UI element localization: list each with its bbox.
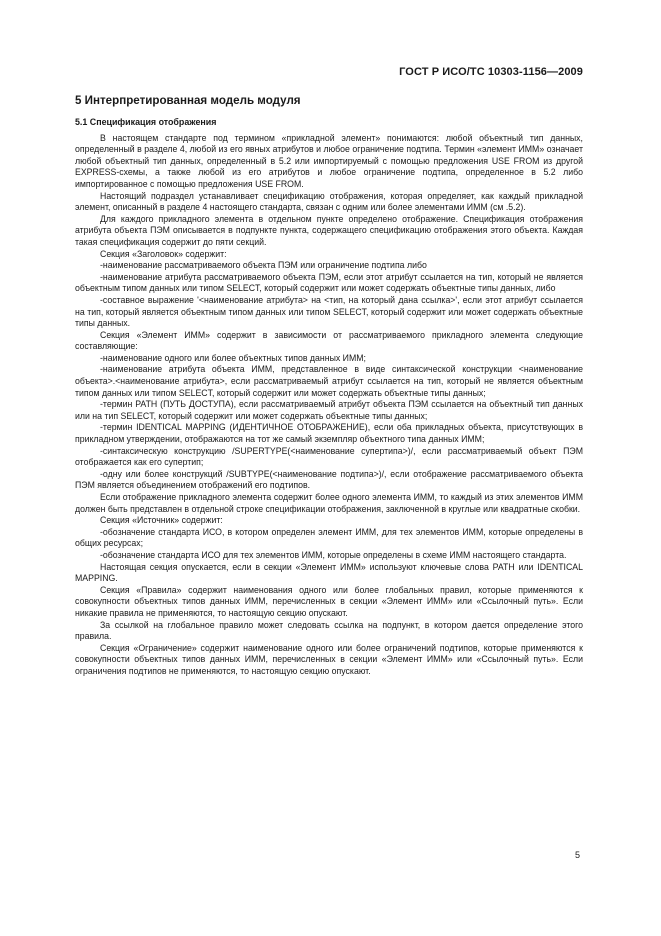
list-dash: - [100,260,103,271]
paragraph: Секция «Элемент ИММ» содержит в зависимости от рассматриваемого прикладного элемента следующие составляющие: [75,329,583,352]
paragraph: Секция «Ограничение» содержит наименование одного или более ограничений подтипов, которые применяются к совокупности объектных типов данных ИММ, перечисленных в секции «Элемент ИММ» или «Ссылочный путь». Если ограничения подтипов не применяются, то настоящую секцию опускают. [75,642,583,676]
paragraph: Для каждого прикладного элемента в отдельном пункте определено отображение. Спецификация отображения атрибута объекта ПЭМ описывается в подпункте пункта, содержащего спецификацию отображения этого объекта. Каждая такая спецификация содержит до пяти секций. [75,213,583,247]
list-dash: - [100,352,103,363]
list-item: -синтаксическую конструкцию /SUPERTYPE(<наименование супертипа>)/, если рассматриваемый объект ПЭМ отображается как его супертип; [75,445,583,468]
page-number: 5 [574,850,580,860]
paragraph: Секция «Заголовок» содержит: [100,248,227,259]
list-dash: - [100,399,103,410]
section-title: 5 Интерпретированная модель модуля [75,94,301,107]
paragraph: Если отображение прикладного элемента содержит более одного элемента ИММ, то каждый из этих элементов ИММ должен быть представлен в отдельной строке спецификации отображения, заключенной в круглые или квадратные скобки. [75,492,583,514]
document-header: ГОСТ Р ИСО/ТС 10303-1156—2009 [399,66,583,78]
list-dash: - [100,468,103,479]
list-item: -наименование рассматриваемого объекта ПЭМ или ограничение подтипа либо [100,260,427,271]
list-item: -обозначение стандарта ИСО для тех элементов ИММ, которые определены в схеме ИММ настоящего стандарта. [100,549,567,560]
list-item: -термин PATH (ПУТЬ ДОСТУПА), если рассматриваемый атрибут объекта ПЭМ ссылается на объектный тип данных или на тип SELECT, который содержит или может содержать объектные типы данных; [75,399,583,421]
list-item: -обозначение стандарта ИСО, в котором определен элемент ИММ, для тех элементов ИММ, которые определены в общих ресурсах; [75,526,583,549]
list-item: -одну или более конструкций /SUBTYPE(<наименование подтипа>)/, если отображение рассматриваемого объекта ПЭМ является объединением отображений его подтипов. [75,468,583,491]
list-item: -составное выражение '<наименование атрибута> на <тип, на который дана ссылка>', если этот атрибут ссылается на тип, который является объектным типом данных или типом SELECT, который содержит или может содержать объектные типы данных. [75,294,583,329]
list-item: -термин IDENTICAL MAPPING (ИДЕНТИЧНОЕ ОТОБРАЖЕНИЕ), если оба прикладных объекта, присутствующих в прикладном утверждении, отображаются на тот же самый экземпляр объектного типа данных ИММ; [75,422,583,445]
list-dash: - [100,445,103,456]
paragraph: За ссылкой на глобальное правило может следовать ссылка на подпункт, в котором дается определение этого правила. [75,619,583,642]
list-item: -наименование одного или более объектных типов данных ИММ; [100,352,366,363]
list-item: -наименование атрибута рассматриваемого объекта ПЭМ, если этот атрибут ссылается на тип, который не является объектным типом данных или типом SELECT, который содержит или может содержать объектные типы данных, либо [75,271,583,294]
list-dash: - [100,294,103,305]
paragraph: Секция «Правила» содержит наименования одного или более глобальных правил, которые применяются к совокупности объектных типов данных ИММ, перечисленных в секции «Элемент ИММ» или «Ссылочный путь». Если никакие правила не применяются, то настоящую секцию опускают. [75,584,583,618]
paragraph: Секция «Источник» содержит: [100,515,223,526]
list-dash: - [100,422,103,433]
paragraph: Настоящая секция опускается, если в секции «Элемент ИММ» используют ключевые слова PATH или IDENTICAL MAPPING. [75,561,583,584]
list-dash: - [100,526,103,537]
list-item: -наименование атрибута объекта ИММ, представленное в виде синтаксической конструкции <наименование объекта>.<наименование атрибута>, если рассматриваемый атрибут ссылается на тип, который не является объектным типом данных или типом SELECT, который содержит или может содержать объектные типы данных; [75,364,583,398]
paragraph: В настоящем стандарте под термином «прикладной элемент» понимаются: любой объектный тип данных, определенный в разделе 4, любой из его явных атрибутов и любое ограничение подтипа. Термин «элемент ИММ» означает любой объектный тип данных, определенный в 5.2 или импортируемый с помощью предложения USE FROM из другой EXPRESS-схемы, а также любой из его атрибутов и любое ограничение подтипа, определенное в 5.2 либо импортированное с помощью предложения USE FROM. [75,132,583,189]
list-dash: - [100,364,103,375]
paragraph: Настоящий подраздел устанавливает спецификацию отображения, которая определяет, как каждый прикладной элемент, описанный в разделе 4 настоящего стандарта, связан с одним или более элементами ИММ (см .5.2). [75,190,583,213]
list-dash: - [100,549,103,560]
list-dash: - [100,271,103,282]
document-body [75,94,583,678]
subsection-title: 5.1 Спецификация отображения [75,117,217,127]
